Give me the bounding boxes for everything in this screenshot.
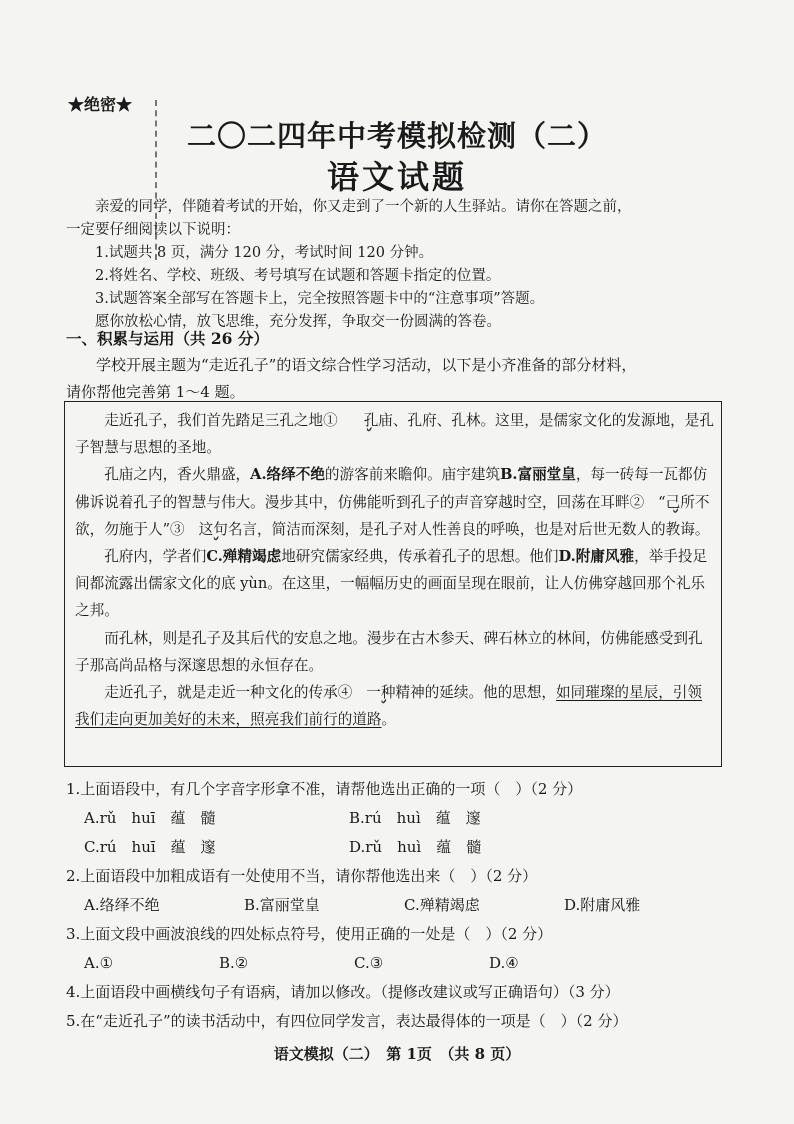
option: A.①: [84, 954, 114, 972]
bold-idiom: A.络绎不绝: [250, 466, 325, 484]
option: A.rǔ huī 蕴 髓: [84, 809, 216, 827]
instruction-item: 1.试题共 8 页，满分 120 分，考试时间 120 分钟。: [95, 245, 434, 261]
exam-title: 二〇二四年中考模拟检测（二）: [186, 119, 607, 153]
question-1: 1.上面语段中，有几个字音字形拿不准，请帮他选出正确的一项（ ）（2 分）: [66, 780, 583, 798]
reading-passage-box: [64, 401, 722, 767]
passage-text: 一种精神的延续。他的思想，: [366, 684, 557, 702]
bold-idiom: C.殚精竭虑: [206, 548, 282, 566]
question-1-options: [66, 807, 730, 836]
option: C.③: [354, 954, 384, 972]
wavy-mark: [185, 516, 199, 543]
option: D.④: [489, 954, 519, 972]
passage-text: ，每一砖每一瓦都仿佛诉说着孔子的智慧与伟大。漫步其中，仿佛能听到孔子的声音穿越时空，回荡在耳畔②: [75, 466, 708, 511]
question-1-options: [66, 836, 730, 865]
passage-text: ，举手投足间都流露出儒家文化的底 yùn。在这里，一幅幅历史的画面呈现在眼前，让人仿佛穿越回那个礼乐之邦。: [75, 548, 708, 620]
lead-line: 请你帮他完善第 1～4 题。: [66, 383, 245, 401]
passage-paragraph: [75, 461, 715, 543]
instruction-wish: 愿你放松心情，放飞思维，充分发挥，争取交一份圆满的答卷。: [95, 314, 501, 330]
passage-paragraph: [75, 543, 715, 625]
passage-text: 的游客前来瞻仰。庙宇建筑: [324, 466, 501, 484]
passage-text: 地研究儒家经典，传承着孔子的思想。他们: [281, 548, 559, 566]
bold-idiom: B.富丽堂皇: [500, 466, 576, 484]
question-2: 2.上面语段中加粗成语有一处使用不当，请你帮他选出来（ ）（2 分）: [66, 867, 538, 885]
passage-text: 走近孔子，就是走近一种文化的传承④: [104, 684, 353, 702]
option: D.附庸风雅: [564, 896, 641, 914]
option: B.rú huì 蕴 邃: [349, 809, 481, 827]
option: A.络绎不绝: [84, 896, 160, 914]
passage-paragraph: [75, 679, 715, 733]
passage-text: 。: [381, 711, 397, 729]
questions: [66, 778, 730, 1039]
passage-paragraph: 而孔林，则是孔子及其后代的安息之地。漫步在古木参天、碑石林立的林间，仿佛能感受到孔子那高尚品格与深邃思想的永恒存在。: [75, 629, 703, 674]
underlined-sentence: 如同璀璨的星辰，引领我们走向更加美好的未来，照亮我们前行的道路: [75, 684, 702, 729]
question-5: 5.在“走近孔子”的读书活动中，有四位同学发言，表达最得体的一项是（ ）（2 分）: [66, 1012, 628, 1030]
wavy-mark: [644, 489, 658, 516]
secret-label: ★绝密★: [68, 95, 133, 114]
option: B.富丽堂皇: [244, 896, 320, 914]
question-4: 4.上面语段中画横线句子有语病，请加以修改。（提修改建议或写正确语句）（3 分）: [66, 983, 620, 1001]
page-footer: 语文模拟（二） 第 1页 （共 8 页）: [273, 1045, 521, 1063]
bold-idiom: D.附庸风雅: [558, 548, 635, 566]
instructions: [66, 196, 730, 334]
passage-text: 这句名言，简洁而深刻，是孔子对人性善良的呼唤，也是对后世无数人的教诲。: [198, 520, 710, 538]
section-lead: [66, 352, 730, 406]
exam-subtitle: 语文试题: [326, 158, 467, 196]
passage-text: “己所不欲，勿施于人”③: [75, 493, 710, 538]
passage-text: 走近孔子，我们首先踏足三孔之地①: [104, 412, 338, 429]
option: C.殚精竭虑: [404, 896, 480, 914]
instruction-item: 3.试题答案全部写在答题卡上，完全按照答题卡中的“注意事项”答题。: [95, 291, 545, 307]
option: D.rǔ huì 蕴 髓: [349, 838, 482, 856]
lead-line: 学校开展主题为“走近孔子”的语文综合性学习活动，以下是小齐准备的部分材料，: [96, 356, 637, 374]
passage-text: 孔府内，学者们: [104, 548, 207, 566]
intro-line: 一定要仔细阅读以下说明：: [66, 222, 240, 238]
passage-paragraph: [75, 407, 715, 461]
passage-text: 孔庙、孔府、孔林。这里，是儒家文化的发源地，是孔子智慧与思想的圣地。: [75, 412, 714, 457]
passage-text: 孔庙之内，香火鼎盛，: [104, 466, 251, 484]
wavy-mark: [338, 407, 364, 434]
wavy-mark: [352, 679, 366, 706]
section-heading: 一、积累与运用（共 26 分）: [66, 329, 269, 348]
question-3: 3.上面文段中画波浪线的四处标点符号，使用正确的一处是（ ）（2 分）: [66, 925, 553, 943]
intro-line: 亲爱的同学，伴随着考试的开始，你又走到了一个新的人生驿站。请你在答题之前，: [95, 199, 632, 215]
question-3-options: [66, 952, 730, 981]
option: C.rú huī 蕴 邃: [84, 838, 216, 856]
question-2-options: [66, 894, 730, 923]
option: B.②: [219, 954, 249, 972]
instruction-item: 2.将姓名、学校、班级、考号填写在试题和答题卡指定的位置。: [95, 268, 501, 284]
